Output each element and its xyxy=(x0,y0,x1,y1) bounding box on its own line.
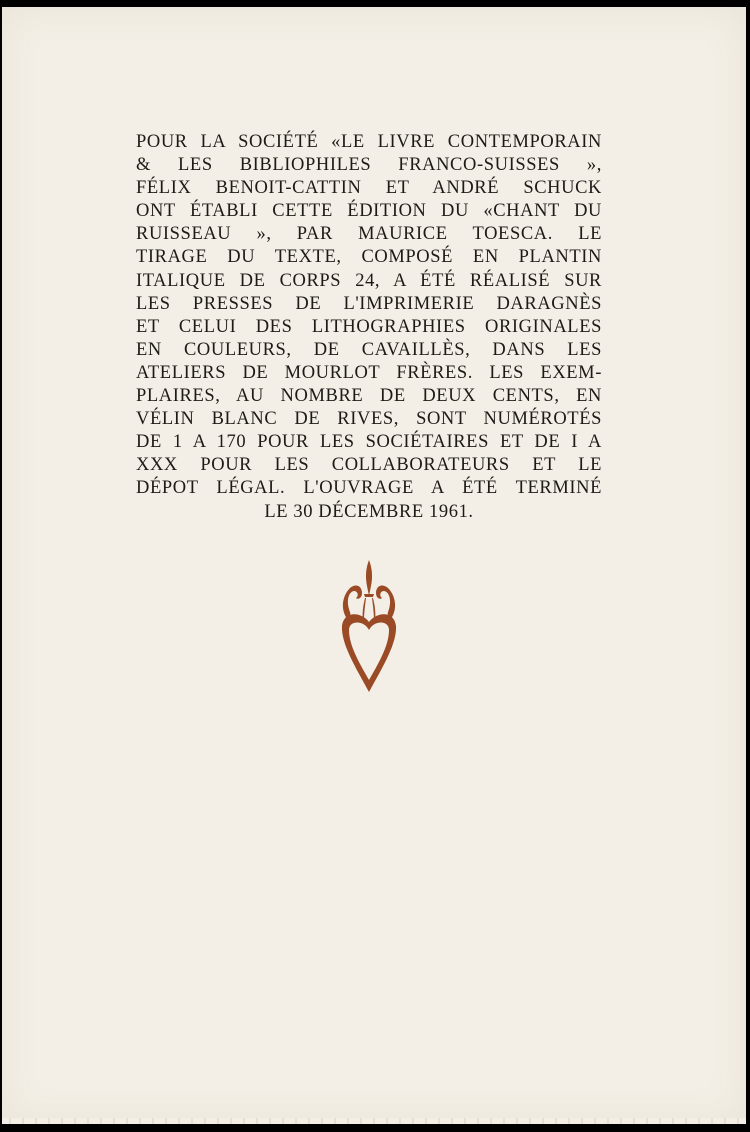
colophon-line: TIRAGE DU TEXTE, COMPOSÉ EN PLANTIN xyxy=(136,247,602,268)
colophon-line: LES PRESSES DE L'IMPRIMERIE DARAGNÈS xyxy=(136,293,602,314)
colophon-line: ONT ÉTABLI CETTE ÉDITION DU «CHANT DU xyxy=(136,201,602,222)
colophon-line: ATELIERS DE MOURLOT FRÈRES. LES EXEM- xyxy=(136,362,602,383)
colophon-line: DÉPOT LÉGAL. L'OUVRAGE A ÉTÉ TERMINÉ xyxy=(136,478,602,499)
colophon-line-date: LE 30 DÉCEMBRE 1961. xyxy=(264,501,474,522)
fleur-de-lis-heart-icon xyxy=(336,560,402,694)
colophon-line: RUISSEAU », PAR MAURICE TOESCA. LE xyxy=(136,224,602,245)
colophon-line: DE 1 A 170 POUR LES SOCIÉTAIRES ET DE I A xyxy=(136,432,602,453)
colophon-line: POUR LA SOCIÉTÉ «LE LIVRE CONTEMPORAIN xyxy=(136,132,602,152)
colophon-line: VÉLIN BLANC DE RIVES, SONT NUMÉROTÉS xyxy=(136,409,602,430)
colophon-line: XXX POUR LES COLLABORATEURS ET LE xyxy=(136,455,602,476)
colophon-text xyxy=(136,131,602,524)
colophon-line: & LES BIBLIOPHILES FRANCO-SUISSES », xyxy=(136,155,602,176)
colophon-line: ET CELUI DES LITHOGRAPHIES ORIGINALES xyxy=(136,316,602,337)
deckle-edge xyxy=(2,1118,746,1124)
colophon-line: ITALIQUE DE CORPS 24, A ÉTÉ RÉALISÉ SUR xyxy=(136,270,602,291)
colophon-line: PLAIRES, AU NOMBRE DE DEUX CENTS, EN xyxy=(136,386,602,407)
colophon-line: FÉLIX BENOIT-CATTIN ET ANDRÉ SCHUCK xyxy=(136,178,602,199)
colophon-line: EN COULEURS, DE CAVAILLÈS, DANS LES xyxy=(136,339,602,360)
